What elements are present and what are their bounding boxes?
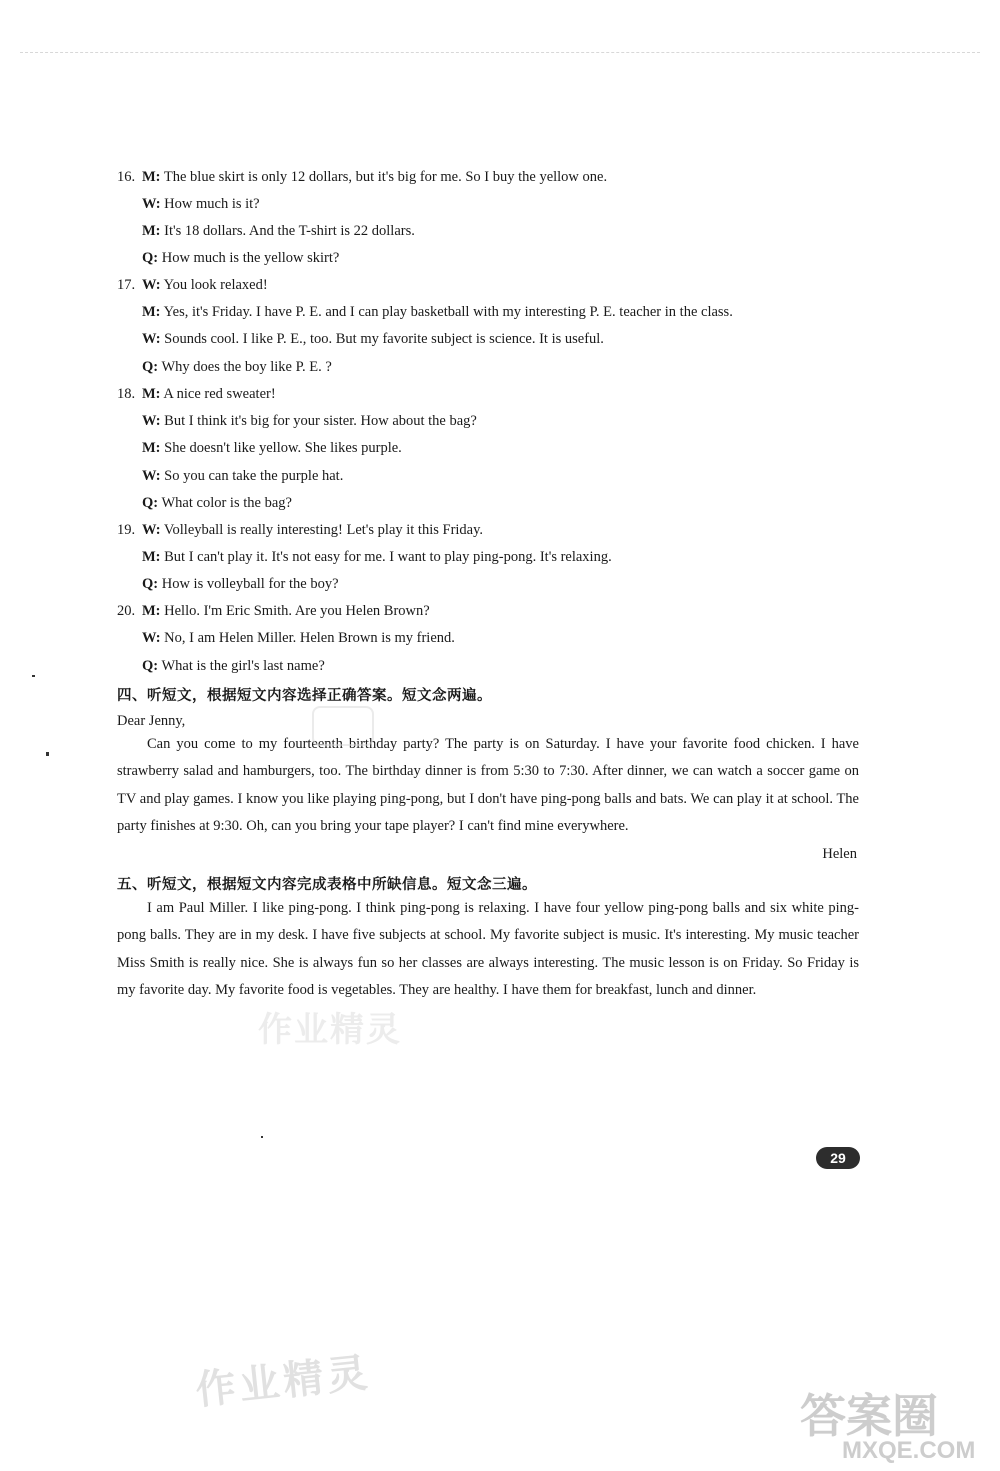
speaker-label: W: — [142, 630, 161, 646]
scan-speck — [261, 1136, 263, 1138]
dialogue-line: Volleyball is really interesting! Let's play it this Friday. — [163, 522, 484, 538]
dialogue-line: What is the girl's last name? — [161, 658, 325, 674]
watermark-logo: 答案圈 — [800, 1389, 938, 1443]
speaker-label: M: — [142, 169, 161, 185]
section-4-heading: 四、听短文，根据短文内容选择正确答案。短文念两遍。 — [117, 688, 492, 704]
speaker-label: M: — [142, 440, 161, 456]
dialogue-line: A nice red sweater! — [163, 386, 276, 402]
speaker-label: Q: — [142, 576, 159, 592]
stamp-watermark — [312, 706, 374, 746]
speaker-label: W: — [142, 522, 161, 538]
letter-body: Can you come to my fourteenth birthday party? The party is on Saturday. I have your favorite food chicken. I have strawberry salad and hamburgers, too. The birthday dinner is from 5:30 to 7:30. After dinner, we can watch a soccer game on TV and play games. I know you like playing ping-pong, but I don't have ping-pong balls and bats. We can play it at school. The party finishes at 9:30. Oh, can you bring your tape player? I can't find mine everywhere. — [117, 736, 859, 835]
dialogue-line: So you can take the purple hat. — [164, 468, 344, 484]
item-number: 19. — [117, 522, 136, 538]
dialogue-line: You look relaxed! — [163, 277, 268, 293]
dialogue-line: Why does the boy like P. E. ? — [161, 359, 332, 375]
dialogue-line: Yes, it's Friday. I have P. E. and I can play basketball with my interesting P. E. teacher in the class. — [163, 304, 733, 320]
letter-salutation: Dear Jenny, — [117, 713, 186, 729]
speaker-label: Q: — [142, 359, 159, 375]
speaker-label: M: — [142, 304, 161, 320]
page-number: 29 — [816, 1147, 860, 1169]
item-number: 18. — [117, 386, 136, 402]
speaker-label: Q: — [142, 495, 159, 511]
speaker-label: M: — [142, 549, 161, 565]
scan-speck — [32, 675, 35, 677]
dialogue-line: What color is the bag? — [161, 495, 292, 511]
letter-signature: Helen — [822, 846, 857, 862]
watermark-mid: 作业精灵 — [258, 1010, 402, 1050]
dialogue-line: How much is the yellow skirt? — [161, 250, 340, 266]
dialogue-line: How is volleyball for the boy? — [161, 576, 339, 592]
speaker-label: M: — [142, 223, 161, 239]
item-number: 16. — [117, 169, 136, 185]
speaker-label: W: — [142, 277, 161, 293]
speaker-label: M: — [142, 386, 161, 402]
speaker-label: M: — [142, 603, 161, 619]
speaker-label: W: — [142, 413, 161, 429]
watermark-bottom-left: 作业精灵 — [193, 1349, 374, 1415]
speaker-label: Q: — [142, 250, 159, 266]
header-rule — [20, 52, 980, 54]
dialogue-line: But I think it's big for your sister. How about the bag? — [164, 413, 477, 429]
dialogue-line: It's 18 dollars. And the T-shirt is 22 dollars. — [164, 223, 415, 239]
item-number: 20. — [117, 603, 136, 619]
dialogue-line: She doesn't like yellow. She likes purple. — [164, 440, 402, 456]
scan-speck — [46, 752, 49, 756]
watermark-url: MXQE.COM — [842, 1437, 976, 1464]
section-5-heading: 五、听短文，根据短文内容完成表格中所缺信息。短文念三遍。 — [117, 877, 537, 893]
dialogue-line: Hello. I'm Eric Smith. Are you Helen Brown? — [164, 603, 430, 619]
dialogue-line: The blue skirt is only 12 dollars, but it's big for me. So I buy the yellow one. — [163, 169, 608, 185]
speaker-label: W: — [142, 331, 161, 347]
speaker-label: W: — [142, 468, 161, 484]
dialogue-line: How much is it? — [164, 196, 260, 212]
speaker-label: W: — [142, 196, 161, 212]
dialogue-line: No, I am Helen Miller. Helen Brown is my friend. — [164, 630, 455, 646]
dialogue-line: But I can't play it. It's not easy for me. I want to play ping-pong. It's relaxing. — [164, 549, 612, 565]
dialogue-line: Sounds cool. I like P. E., too. But my favorite subject is science. It is useful. — [164, 331, 604, 347]
passage-body: I am Paul Miller. I like ping-pong. I think ping-pong is relaxing. I have four yellow ping-pong balls and six white ping-pong balls. They are in my desk. I have five subjects at school. My favorite subject is music. It's interesting. My music teacher Miss Smith is really nice. She is always fun so her classes are always interesting. The music lesson is on Friday. So Friday is my favorite day. My favorite food is vegetables. They are healthy. I have them for breakfast, lunch and dinner. — [117, 900, 859, 999]
speaker-label: Q: — [142, 658, 159, 674]
item-number: 17. — [117, 277, 136, 293]
